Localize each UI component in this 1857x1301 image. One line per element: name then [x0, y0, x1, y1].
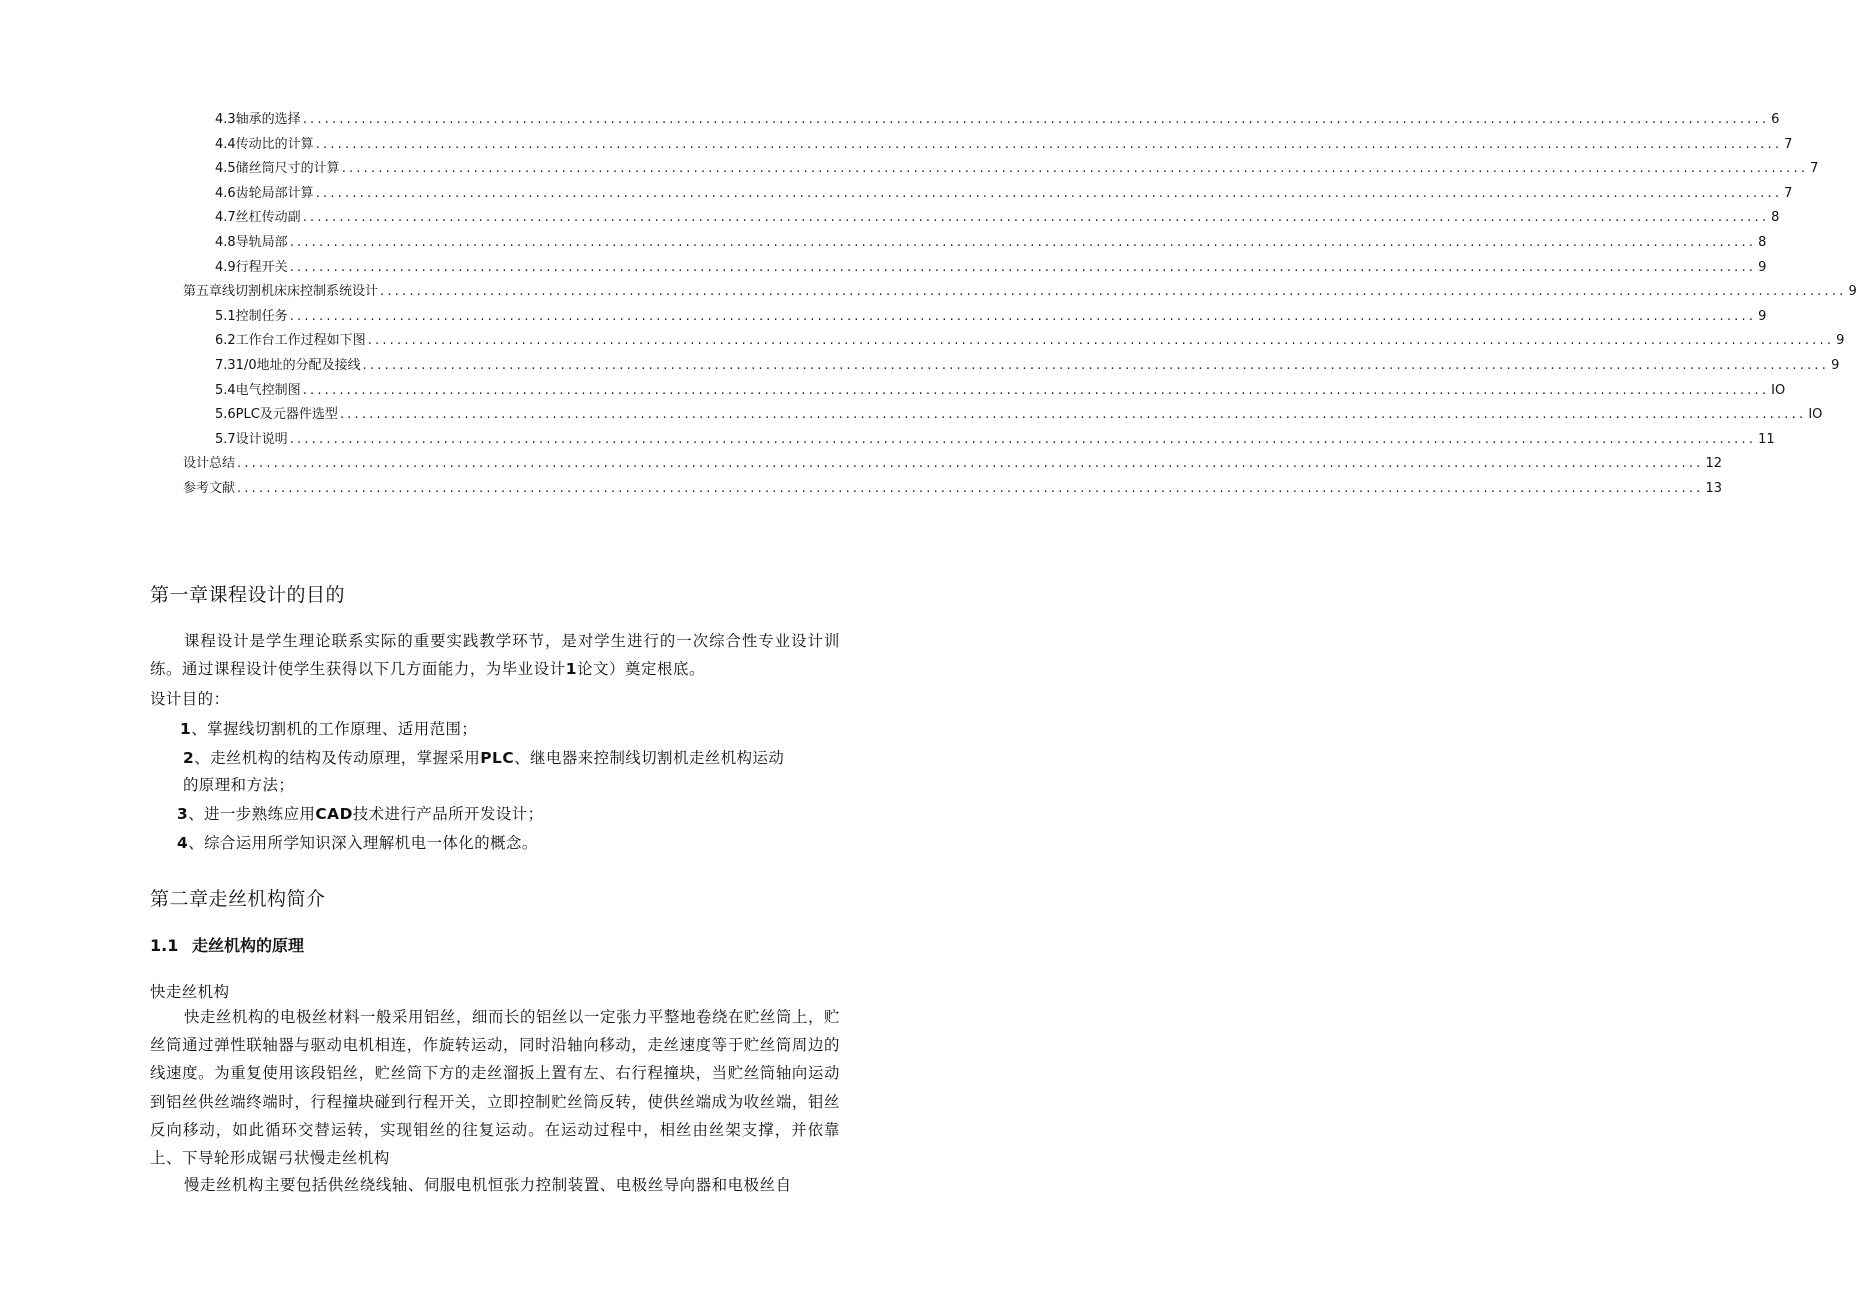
toc-entry-page: 7	[1784, 136, 1793, 152]
toc-entry-page: 13	[1705, 480, 1723, 496]
toc-entry[interactable]	[215, 182, 1793, 207]
chapter-1-intro-paragraph: 课程设计是学生理论联系实际的重要实践教学环节，是对学生进行的一次综合性专业设计训练。通过课程设计使学生获得以下几方面能力，为毕业设计1论文）奠定根底。	[150, 632, 840, 679]
toc-dot-leader: ........................................................................................................................................................................................................	[289, 234, 1757, 250]
toc-dot-leader: ........................................................................................................................................................................................................	[315, 185, 1783, 201]
chapter-2-title: 第二章走丝机构简介	[150, 888, 326, 910]
toc-dot-leader: ........................................................................................................................................................................................................	[367, 333, 1835, 349]
fast-wire-paragraph: 快走丝机构的电极丝材料一般采用铝丝，细而长的铝丝以一定张力平整地卷绕在贮丝筒上，贮丝筒通过弹性联轴器与驱动电机相连，作旋转运动，同时沿轴向移动，走丝速度等于贮丝筒周边的线速度。为重复使用该段铝丝，贮丝筒下方的走丝溜扳上置有左、右行程撞块，当贮丝筒轴向运动到铝丝供丝端终端时，行程撞块碰到行程开关，立即控制贮丝筒反转，使供丝端成为收丝端，钼丝反向移动，如此循环交替运转，实现钼丝的往复运动。在运动过程中，相丝由丝架支撑，并依靠上、下导轮形成锯弓状慢走丝机构	[150, 1008, 840, 1168]
toc-entry-title: 7丝杠传动副	[227, 210, 301, 226]
toc-entry[interactable]	[183, 452, 1723, 477]
toc-entry-number: 4.	[215, 210, 228, 226]
toc-entry-number: 4.	[215, 136, 228, 152]
toc-entry-title: 31/0地址的分配及接线	[227, 357, 361, 373]
toc-entry-page: 11	[1758, 431, 1775, 447]
toc-entry[interactable]	[215, 428, 1775, 453]
toc-entry-number: 4.	[215, 112, 228, 127]
toc-entry[interactable]	[215, 206, 1780, 231]
fast-wire-subheading: 快走丝机构	[150, 983, 230, 1001]
chapter-1-title: 第一章课程设计的目的	[150, 584, 346, 606]
toc-entry-number: 4.	[215, 259, 228, 275]
toc-dot-leader: ........................................................................................................................................................................................................	[380, 284, 1847, 300]
toc-entry-page: IO	[1771, 382, 1786, 398]
toc-entry-page: 7	[1810, 161, 1819, 177]
toc-entry-title: 设计总结	[183, 456, 236, 472]
toc-entry-title: 5储丝筒尺寸的计算	[227, 161, 340, 177]
toc-dot-leader: ........................................................................................................................................................................................................	[315, 136, 1783, 152]
toc-entry[interactable]	[215, 133, 1793, 158]
toc-entry-title: 9行程开关	[227, 259, 288, 275]
purpose-item-4: 4、综合运用所学知识深入理解机电一体化的概念。	[177, 834, 538, 852]
toc-entry[interactable]	[183, 280, 1857, 305]
section-1-1-heading: 1.1 走丝机构的原理	[150, 936, 305, 955]
toc-entry[interactable]	[215, 108, 1780, 133]
toc-entry-number: 6.	[215, 333, 228, 349]
toc-dot-leader: ........................................................................................................................................................................................................	[302, 112, 1770, 127]
bold-number: 1	[565, 660, 578, 679]
purpose-item-1: 1、掌握线切割机的工作原理、适用范围；	[180, 720, 478, 738]
toc-entry-title: 5.4电气控制图	[215, 382, 301, 398]
table-of-contents	[0, 108, 1857, 502]
toc-entry-page: 9	[1758, 308, 1767, 324]
toc-entry[interactable]	[215, 354, 1840, 379]
toc-dot-leader: ........................................................................................................................................................................................................	[362, 357, 1830, 373]
toc-dot-leader: ........................................................................................................................................................................................................	[339, 407, 1807, 423]
toc-entry-page: 9	[1848, 284, 1857, 300]
toc-entry[interactable]	[215, 403, 1823, 428]
purpose-item-2: 2、走丝机构的结构及传动原理，掌握采用PLC、继电器来控制线切割机走丝机构运动	[183, 749, 785, 767]
toc-entry[interactable]	[215, 256, 1767, 281]
toc-entry-page: 8	[1758, 234, 1767, 250]
toc-entry-title: 5.6PLC及元器件选型	[215, 407, 338, 423]
toc-entry-title: 3轴承的选择	[227, 112, 301, 127]
toc-entry-title: 参考文献	[183, 480, 236, 496]
toc-entry-page: IO	[1808, 407, 1823, 423]
toc-entry-number: 4.	[215, 161, 228, 177]
toc-dot-leader: ........................................................................................................................................................................................................	[341, 161, 1809, 177]
toc-entry-page: 9	[1758, 259, 1767, 275]
toc-entry-page: 7	[1784, 185, 1793, 201]
toc-entry[interactable]	[215, 305, 1767, 330]
toc-dot-leader: ........................................................................................................................................................................................................	[289, 259, 1757, 275]
toc-entry[interactable]	[215, 157, 1819, 182]
toc-entry-title: 2工作台工作过程如下图	[227, 333, 366, 349]
purpose-item-2-continuation: 的原理和方法；	[183, 776, 295, 794]
purpose-item-3: 3、进一步熟练应用CAD技术进行产品所开发设计；	[177, 805, 544, 823]
toc-entry-number: 5.	[215, 308, 228, 324]
toc-dot-leader: ........................................................................................................................................................................................................	[302, 210, 1770, 226]
toc-entry-title: 第五章线切割机床床控制系统设计	[183, 284, 379, 300]
toc-entry-page: 9	[1836, 333, 1845, 349]
toc-dot-leader: ........................................................................................................................................................................................................	[289, 308, 1757, 324]
toc-entry-number: 4.	[215, 234, 228, 250]
toc-entry[interactable]	[215, 231, 1767, 256]
toc-entry-title: 4传动比的计算	[227, 136, 314, 152]
toc-dot-leader: ........................................................................................................................................................................................................	[289, 431, 1757, 447]
slow-wire-paragraph: 慢走丝机构主要包括供丝绕线轴、伺服电机恒张力控制装置、电极丝导向器和电极丝自	[184, 1176, 792, 1194]
toc-entry[interactable]	[183, 477, 1723, 502]
toc-entry-title: 5.7设计说明	[215, 431, 288, 447]
toc-entry-page: 9	[1831, 357, 1840, 373]
toc-entry-page: 8	[1771, 210, 1780, 226]
toc-dot-leader: ........................................................................................................................................................................................................	[237, 456, 1704, 472]
design-purpose-label: 设计目的：	[150, 690, 230, 708]
toc-entry-title: 8导轨局部	[227, 234, 288, 250]
toc-entry-number: 7.	[215, 357, 228, 373]
toc-dot-leader: ........................................................................................................................................................................................................	[302, 382, 1770, 398]
toc-entry-page: 12	[1705, 456, 1723, 472]
toc-dot-leader: ........................................................................................................................................................................................................	[237, 480, 1704, 496]
toc-entry-number: 4.	[215, 185, 228, 201]
toc-entry-title: 6齿轮局部计算	[227, 185, 314, 201]
toc-entry[interactable]	[215, 329, 1845, 354]
toc-entry-title: 1控制任务	[227, 308, 288, 324]
toc-entry[interactable]	[215, 379, 1786, 404]
toc-entry-page: 6	[1771, 112, 1780, 127]
